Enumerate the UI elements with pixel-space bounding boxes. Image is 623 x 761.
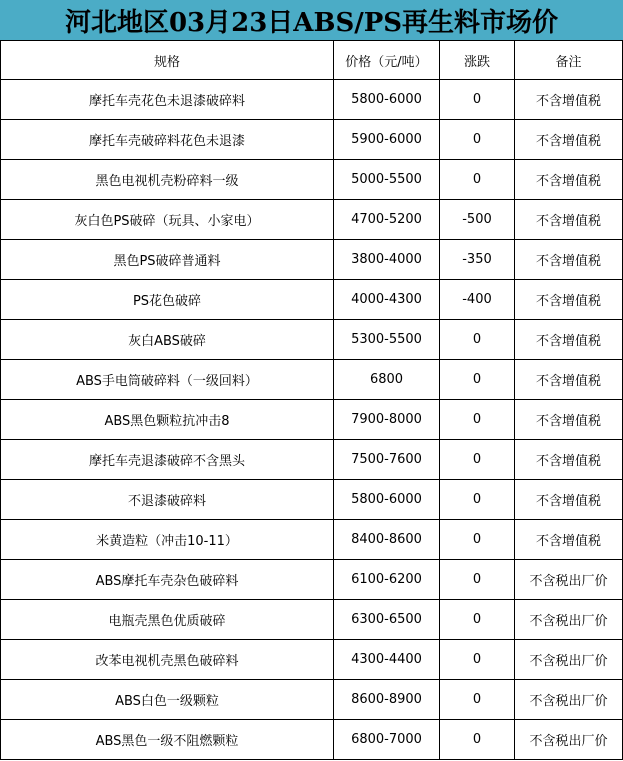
cell-spec: 改苯电视机壳黑色破碎料	[1, 640, 334, 680]
header-spec: 规格	[1, 41, 334, 80]
cell-spec: ABS白色一级颗粒	[1, 680, 334, 720]
cell-spec: 灰白色PS破碎（玩具、小家电）	[1, 200, 334, 240]
table-row	[1, 200, 623, 240]
cell-change: -400	[440, 280, 515, 320]
cell-spec: 黑色电视机壳粉碎料一级	[1, 160, 334, 200]
cell-spec: ABS手电筒破碎料（一级回料）	[1, 360, 334, 400]
cell-note: 不含增值税	[515, 320, 623, 360]
cell-price: 4300-4400	[334, 640, 440, 680]
table-row	[1, 560, 623, 600]
table-row	[1, 280, 623, 320]
table-row	[1, 440, 623, 480]
price-table	[0, 40, 623, 760]
table-row	[1, 480, 623, 520]
cell-price: 6100-6200	[334, 560, 440, 600]
cell-note: 不含增值税	[515, 120, 623, 160]
cell-spec: 米黄造粒（冲击10-11）	[1, 520, 334, 560]
cell-change: 0	[440, 120, 515, 160]
cell-price: 5800-6000	[334, 480, 440, 520]
cell-note: 不含增值税	[515, 480, 623, 520]
cell-spec: PS花色破碎	[1, 280, 334, 320]
cell-note: 不含增值税	[515, 280, 623, 320]
header-price: 价格（元/吨）	[334, 41, 440, 80]
table-row	[1, 120, 623, 160]
cell-spec: ABS摩托车壳杂色破碎料	[1, 560, 334, 600]
cell-note: 不含税出厂价	[515, 720, 623, 760]
cell-price: 8600-8900	[334, 680, 440, 720]
cell-note: 不含税出厂价	[515, 560, 623, 600]
cell-note: 不含增值税	[515, 400, 623, 440]
header-change: 涨跌	[440, 41, 515, 80]
cell-price: 5000-5500	[334, 160, 440, 200]
cell-note: 不含增值税	[515, 520, 623, 560]
table-row	[1, 720, 623, 760]
cell-note: 不含增值税	[515, 80, 623, 120]
cell-change: 0	[440, 320, 515, 360]
cell-spec: ABS黑色颗粒抗冲击8	[1, 400, 334, 440]
cell-price: 5800-6000	[334, 80, 440, 120]
cell-change: 0	[440, 680, 515, 720]
cell-price: 7500-7600	[334, 440, 440, 480]
title-bar	[0, 0, 623, 41]
cell-change: 0	[440, 400, 515, 440]
cell-note: 不含增值税	[515, 200, 623, 240]
cell-price: 6300-6500	[334, 600, 440, 640]
header-note: 备注	[515, 41, 623, 80]
cell-spec: 摩托车壳破碎料花色未退漆	[1, 120, 334, 160]
table-row	[1, 400, 623, 440]
table-row	[1, 160, 623, 200]
cell-price: 4700-5200	[334, 200, 440, 240]
page-title: 河北地区03月23日ABS/PS再生料市场价	[64, 7, 559, 38]
table-row	[1, 680, 623, 720]
cell-price: 4000-4300	[334, 280, 440, 320]
cell-note: 不含增值税	[515, 360, 623, 400]
cell-price: 6800-7000	[334, 720, 440, 760]
cell-change: 0	[440, 720, 515, 760]
cell-change: -500	[440, 200, 515, 240]
table-row	[1, 240, 623, 280]
table-row	[1, 520, 623, 560]
cell-change: 0	[440, 600, 515, 640]
cell-spec: 电瓶壳黑色优质破碎	[1, 600, 334, 640]
cell-note: 不含增值税	[515, 160, 623, 200]
cell-spec: 摩托车壳退漆破碎不含黑头	[1, 440, 334, 480]
cell-price: 8400-8600	[334, 520, 440, 560]
table-header-row	[1, 41, 623, 80]
price-table-body	[1, 41, 623, 760]
cell-note: 不含增值税	[515, 240, 623, 280]
table-row	[1, 640, 623, 680]
table-row	[1, 600, 623, 640]
cell-spec: ABS黑色一级不阻燃颗粒	[1, 720, 334, 760]
cell-change: 0	[440, 160, 515, 200]
cell-price: 3800-4000	[334, 240, 440, 280]
cell-change: 0	[440, 560, 515, 600]
cell-price: 5300-5500	[334, 320, 440, 360]
cell-spec: 灰白ABS破碎	[1, 320, 334, 360]
cell-price: 6800	[334, 360, 440, 400]
cell-change: 0	[440, 80, 515, 120]
cell-spec: 摩托车壳花色未退漆破碎料	[1, 80, 334, 120]
cell-price: 7900-8000	[334, 400, 440, 440]
table-row	[1, 360, 623, 400]
cell-change: 0	[440, 480, 515, 520]
cell-price: 5900-6000	[334, 120, 440, 160]
cell-note: 不含税出厂价	[515, 640, 623, 680]
cell-note: 不含税出厂价	[515, 680, 623, 720]
cell-note: 不含税出厂价	[515, 600, 623, 640]
table-row	[1, 80, 623, 120]
cell-spec: 不退漆破碎料	[1, 480, 334, 520]
cell-change: 0	[440, 640, 515, 680]
cell-note: 不含增值税	[515, 440, 623, 480]
table-row	[1, 320, 623, 360]
cell-change: 0	[440, 360, 515, 400]
cell-change: 0	[440, 440, 515, 480]
cell-spec: 黑色PS破碎普通料	[1, 240, 334, 280]
cell-change: 0	[440, 520, 515, 560]
cell-change: -350	[440, 240, 515, 280]
